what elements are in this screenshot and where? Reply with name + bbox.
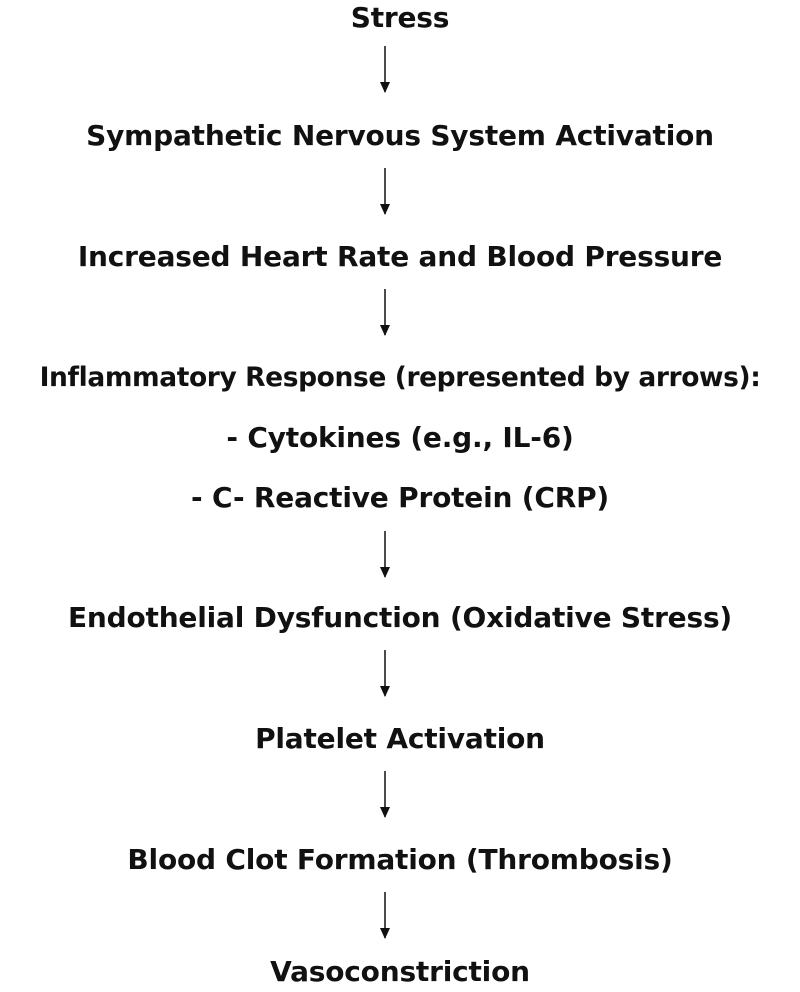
arrow-down-icon bbox=[377, 650, 393, 698]
step-endothelial-dysfunction: Endothelial Dysfunction (Oxidative Stress) bbox=[67, 601, 733, 634]
step-stress: Stress bbox=[350, 1, 450, 34]
step-blood-clot-formation: Blood Clot Formation (Thrombosis) bbox=[127, 843, 673, 876]
step-inflammatory-response: Inflammatory Response (represented by arrows): bbox=[39, 362, 761, 393]
arrow-down-icon bbox=[377, 168, 393, 216]
arrow-down-icon bbox=[377, 771, 393, 819]
arrow-down-icon bbox=[377, 289, 393, 337]
step-platelet-activation: Platelet Activation bbox=[255, 722, 545, 755]
step-vasoconstriction: Vasoconstriction bbox=[270, 955, 530, 988]
step-crp: - C- Reactive Protein (CRP) bbox=[191, 481, 609, 514]
step-heart-rate-blood-pressure: Increased Heart Rate and Blood Pressure bbox=[77, 240, 723, 273]
arrow-down-icon bbox=[377, 46, 393, 94]
arrow-down-icon bbox=[377, 531, 393, 579]
step-sympathetic-activation: Sympathetic Nervous System Activation bbox=[86, 119, 714, 152]
arrow-down-icon bbox=[377, 892, 393, 940]
step-cytokines: - Cytokines (e.g., IL-6) bbox=[226, 421, 574, 454]
